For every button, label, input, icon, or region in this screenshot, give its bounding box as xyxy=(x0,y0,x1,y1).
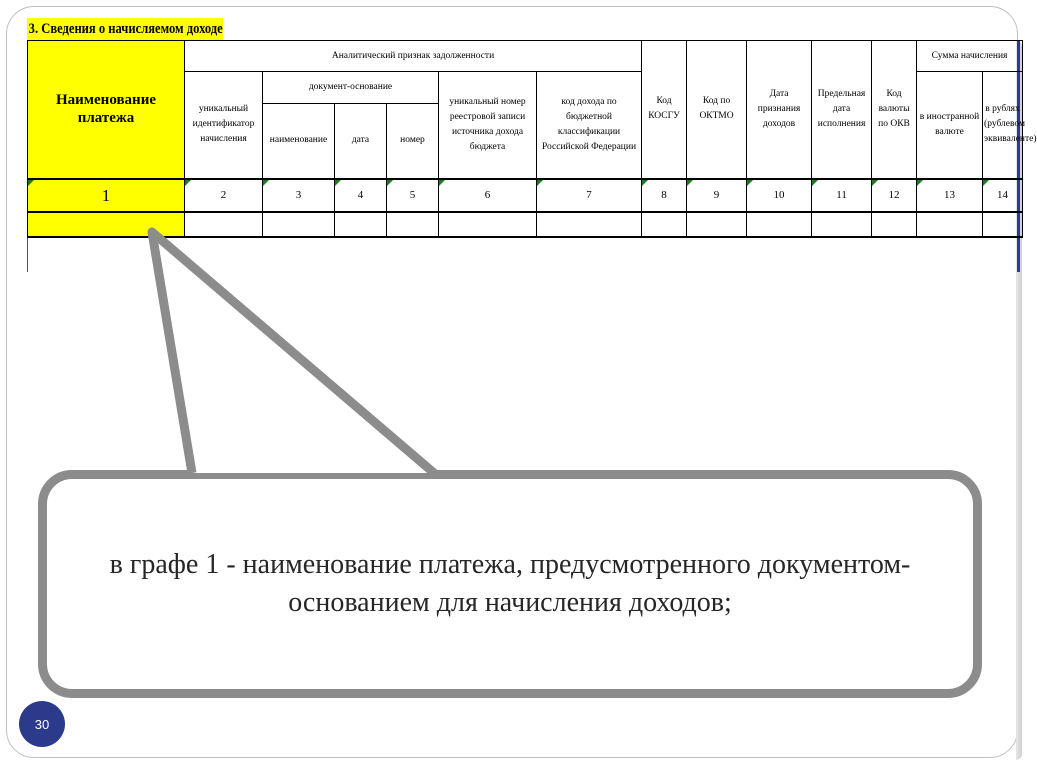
header-foreign-currency: в иностранной валюте xyxy=(917,72,983,179)
header-kosgu: Код КОСГУ xyxy=(642,41,687,179)
header-rubles: в рублях (рублевом эквиваленте) xyxy=(983,72,1023,179)
header-unique-id: уникальный идентификатор начисления xyxy=(185,72,263,179)
column-number: 11 xyxy=(812,179,872,212)
column-number: 1 xyxy=(28,179,185,212)
column-number: 10 xyxy=(747,179,812,212)
column-number: 4 xyxy=(335,179,387,212)
column-number: 2 xyxy=(185,179,263,212)
header-doc-number: номер xyxy=(387,104,439,179)
header-recognition-date: Дата признания доходов xyxy=(747,41,812,179)
header-deadline: Предельная дата исполнения xyxy=(812,41,872,179)
column-number: 3 xyxy=(263,179,335,212)
column-number: 8 xyxy=(642,179,687,212)
column-number: 12 xyxy=(872,179,917,212)
header-payment-name: Наименование платежа xyxy=(28,41,185,179)
header-basis-doc: документ-основание xyxy=(263,72,439,104)
header-doc-name: наименование xyxy=(263,104,335,179)
header-registry-number: уникальный номер реестровой записи источника дохода бюджета xyxy=(439,72,537,179)
header-budget-code: код дохода по бюджетной классификации Российской Федерации xyxy=(537,72,642,179)
header-amount-group: Сумма начисления xyxy=(917,41,1023,72)
header-currency-code: Код валюты по ОКВ xyxy=(872,41,917,179)
header-analytics-group: Аналитический признак задолженности xyxy=(185,41,642,72)
column-number: 9 xyxy=(687,179,747,212)
column-number: 13 xyxy=(917,179,983,212)
callout-text: в графе 1 - наименование платежа, предусмотренного документом-основанием для начисления доходов; xyxy=(109,549,911,618)
page-number-badge: 30 xyxy=(19,701,65,747)
column-number: 7 xyxy=(537,179,642,212)
column-number: 14 xyxy=(983,179,1023,212)
column-number: 5 xyxy=(387,179,439,212)
header-oktmo: Код по ОКТМО xyxy=(687,41,747,179)
section-title: 3. Сведения о начисляемом доходе xyxy=(27,18,223,40)
column-number: 6 xyxy=(439,179,537,212)
header-doc-date: дата xyxy=(335,104,387,179)
